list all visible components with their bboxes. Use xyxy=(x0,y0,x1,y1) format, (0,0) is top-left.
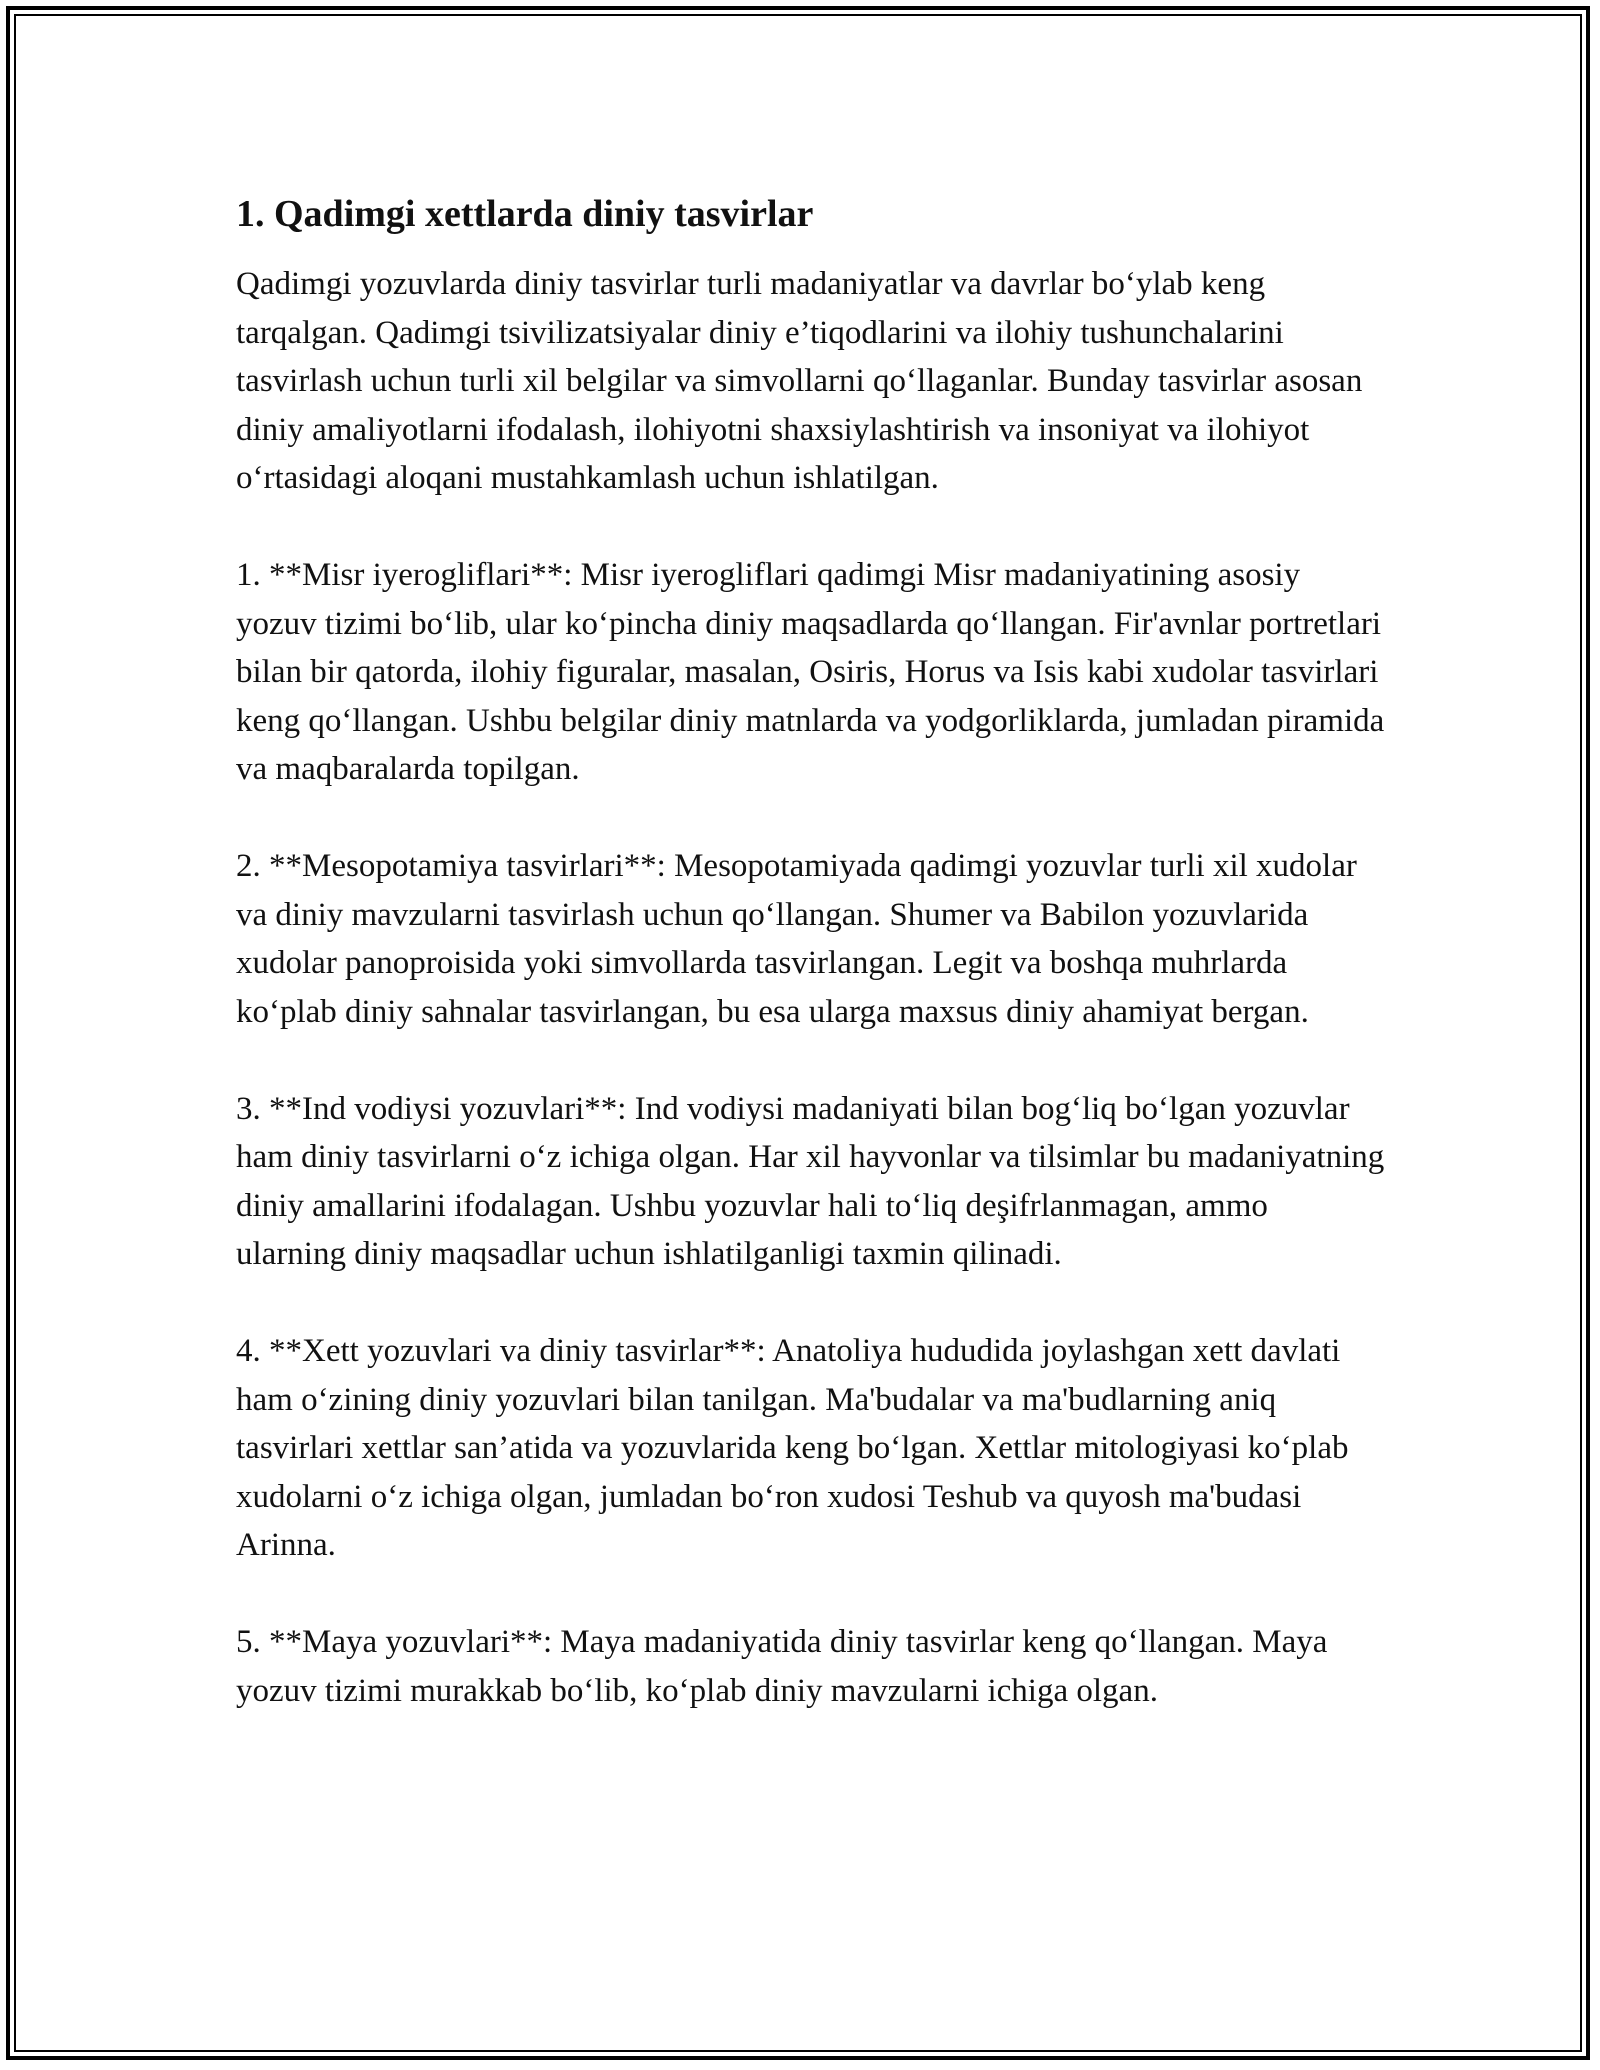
paragraph-mesopotamia: 2. **Mesopotamiya tasvirlari**: Mesopotamiyada qadimgi yozuvlar turli xil xudolar va diniy mavzularni tasvirlash uchun qo‘llangan. Shumer va Babilon yozuvlarida xudolar panoproisida yoki simvollarda tasvirlangan. Legit va boshqa muhrlarda ko‘plab diniy sahnalar tasvirlangan, bu esa ularga maxsus diniy ahamiyat bergan. xyxy=(236,848,1357,1030)
intro-paragraph: Qadimgi yozuvlarda diniy tasvirlar turli madaniyatlar va davrlar bo‘ylab keng tarqalgan. Qadimgi tsivilizatsiyalar diniy e’tiqodlarini va ilohiy tushunchalarini tasvirlash uchun turli xil belgilar va simvollarni qo‘llaganlar. Bunday tasvirlar asosan diniy amaliyotlarni ifodalash, ilohiyotni shaxsiylashtirish va insoniyat va ilohiyot o‘rtasidagi aloqani mustahkamlash uchun ishlatilgan. xyxy=(236,266,1363,496)
document-body xyxy=(236,186,1386,1715)
section-heading: 1. Qadimgi xettlarda diniy tasvirlar xyxy=(236,193,814,235)
paragraph-maya: 5. **Maya yozuvlari**: Maya madaniyatida diniy tasvirlar keng qo‘llangan. Maya yozuv tizimi murakkab bo‘lib, ko‘plab diniy mavzularni ichiga olgan. xyxy=(236,1624,1328,1709)
paragraph-hittite: 4. **Xett yozuvlari va diniy tasvirlar**: Anatoliya hududida joylashgan xett davlati ham o‘zining diniy yozuvlari bilan tanilgan. Ma'budalar va ma'budlarning aniq tasvirlari xettlar san’atida va yozuvlarida keng bo‘lgan. Xettlar mitologiyasi ko‘plab xudolarni o‘z ichiga olgan, jumladan bo‘ron xudosi Teshub va quyosh ma'budasi Arinna. xyxy=(236,1333,1349,1563)
paragraph-egypt-hieroglyphs: 1. **Misr iyerogliflari**: Misr iyerogliflari qadimgi Misr madaniyatining asosiy yozuv tizimi bo‘lib, ular ko‘pincha diniy maqsadlarda qo‘llangan. Fir'avnlar portretlari bilan bir qatorda, ilohiy figuralar, masalan, Osiris, Horus va Isis kabi xudolar tasvirlari keng qo‘llangan. Ushbu belgilar diniy matnlarda va yodgorliklarda, jumladan piramida va maqbaralarda topilgan. xyxy=(236,557,1385,787)
paragraph-indus-valley: 3. **Ind vodiysi yozuvlari**: Ind vodiysi madaniyati bilan bog‘liq bo‘lgan yozuvlar ham diniy tasvirlarni o‘z ichiga olgan. Har xil hayvonlar va tilsimlar bu madaniyatning diniy amallarini ifodalagan. Ushbu yozuvlar hali to‘liq deşifrlanmagan, ammo ularning diniy maqsadlar uchun ishlatilganligi taxmin qilinadi. xyxy=(236,1090,1385,1272)
